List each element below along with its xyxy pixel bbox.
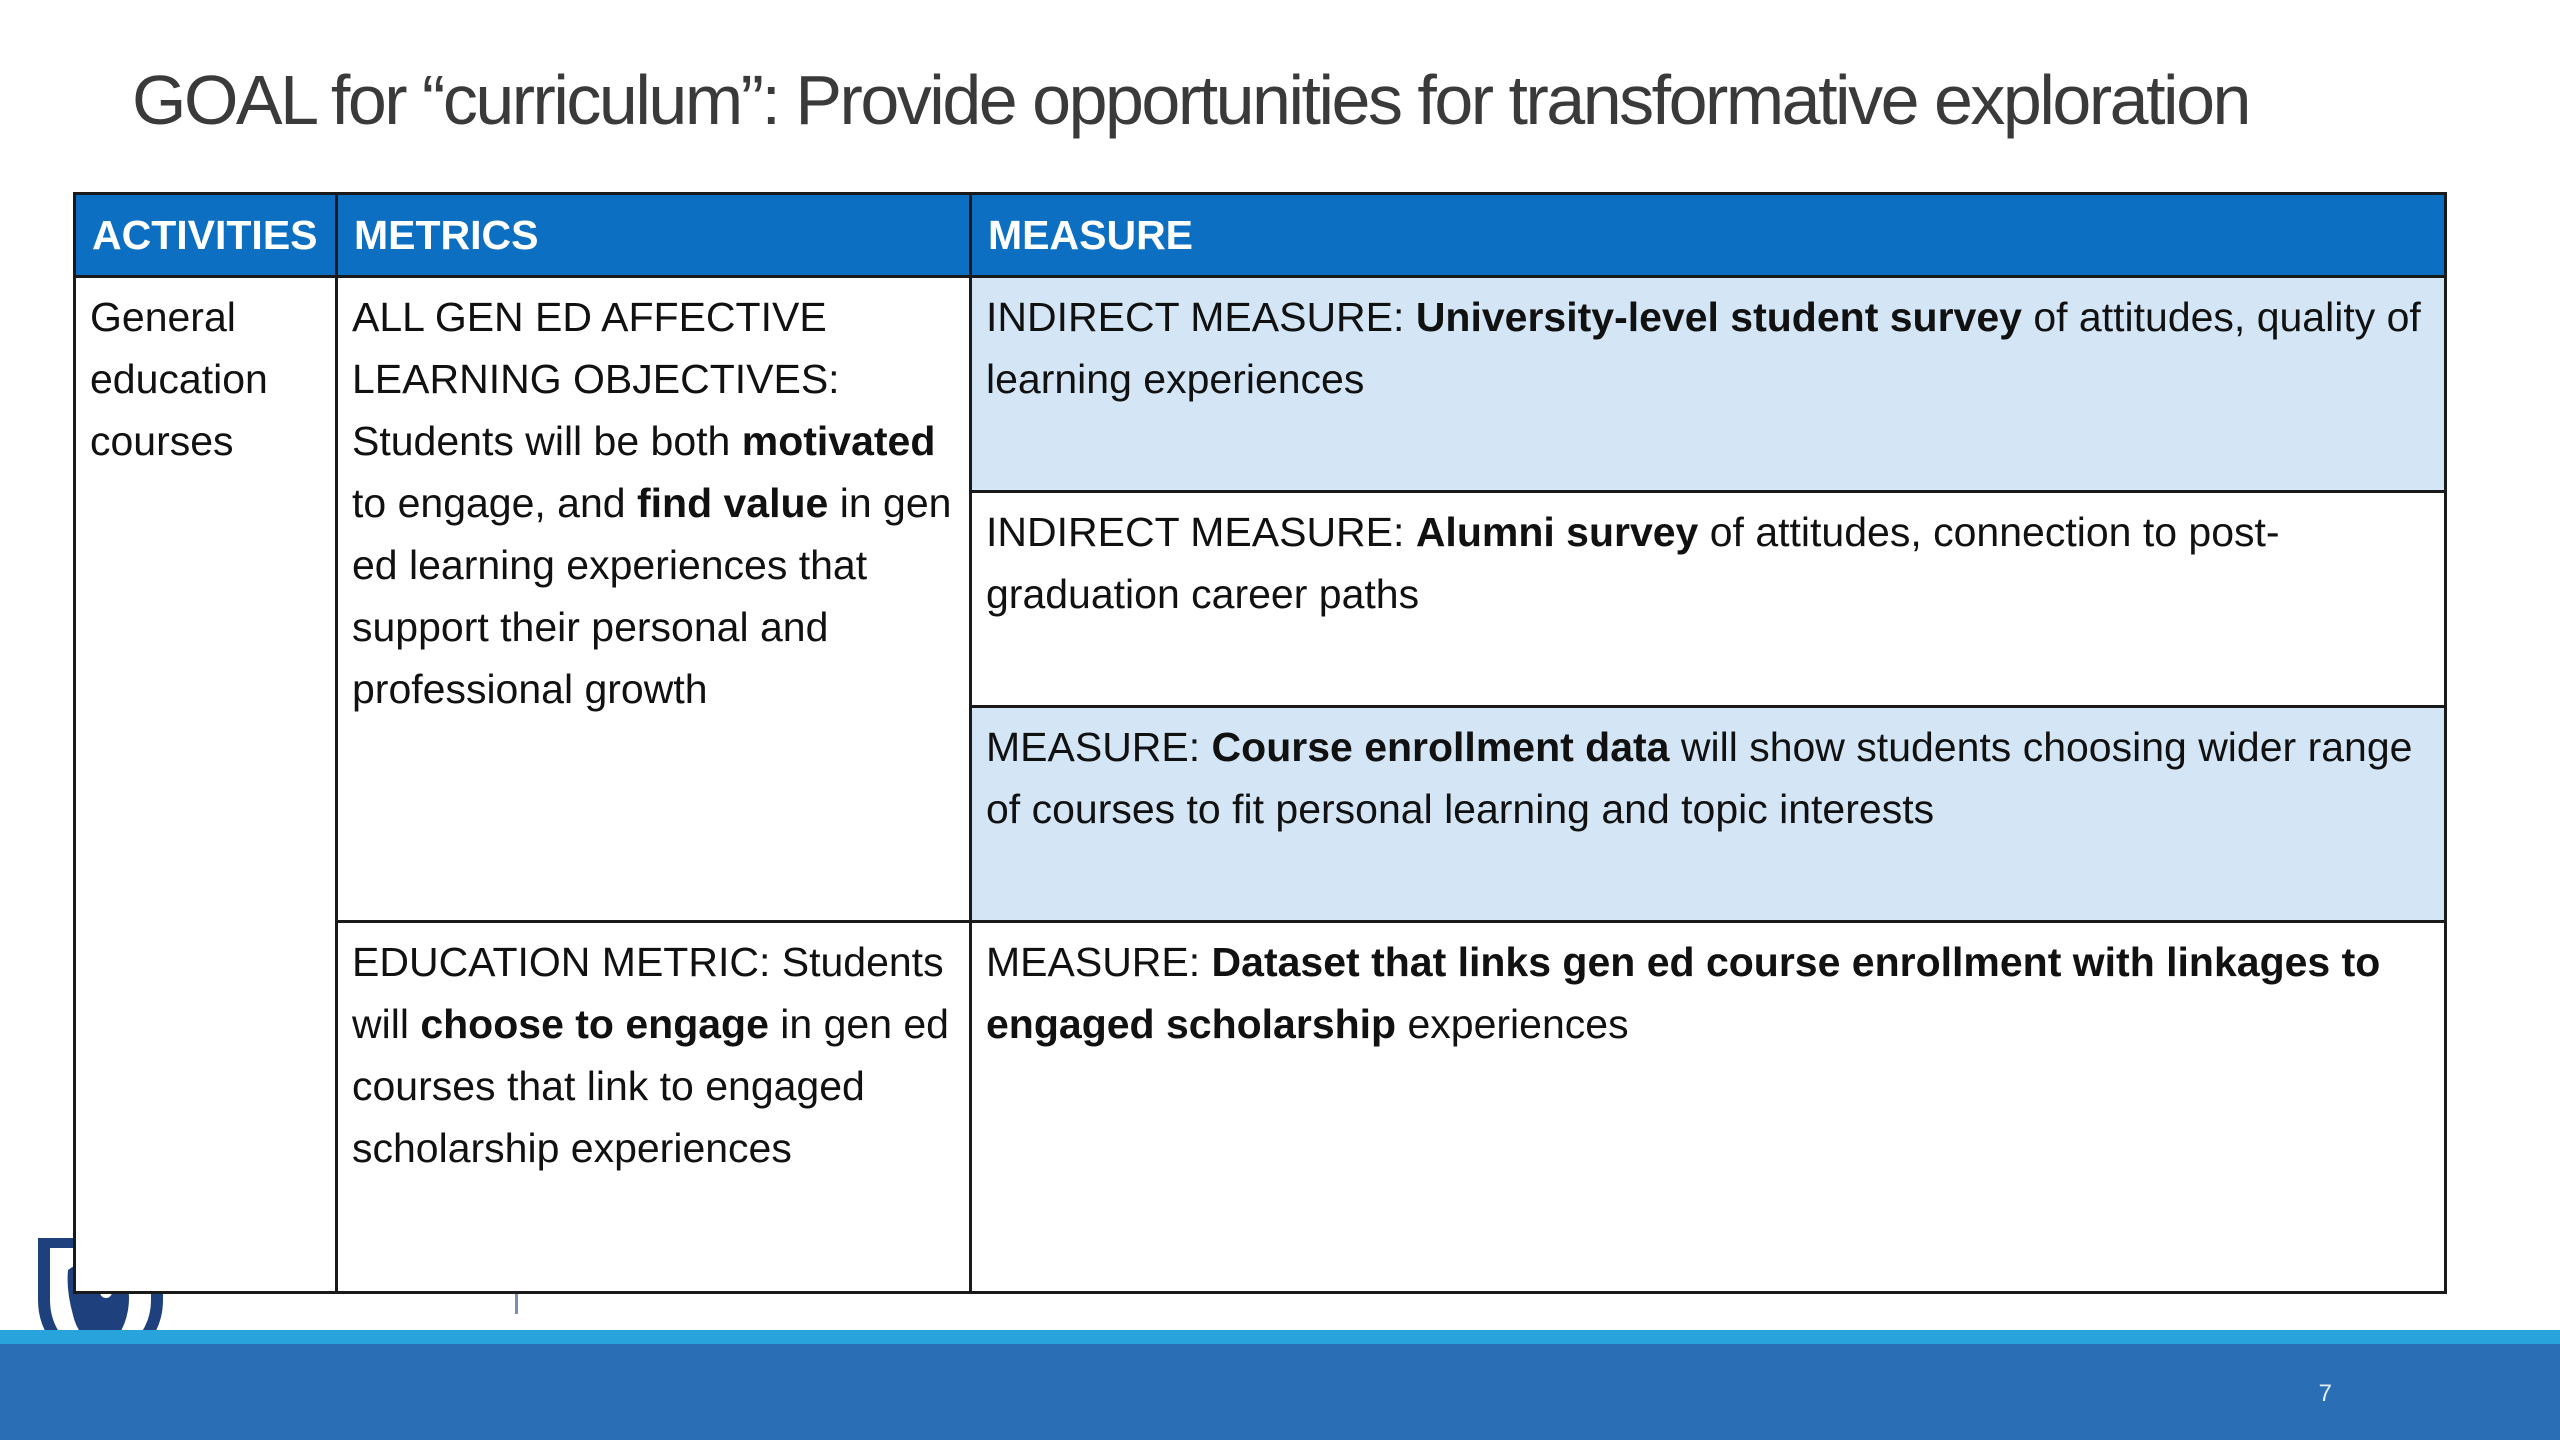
metric-affective-cell xyxy=(337,277,971,922)
metric-text: to engage, and xyxy=(352,480,637,526)
activity-cell xyxy=(75,277,337,1293)
measure-rest: will show students choosing wider range of courses to fit personal learning and topic interests xyxy=(986,724,2413,832)
header-activities: ACTIVITIES xyxy=(75,194,337,277)
header-metrics: METRICS xyxy=(337,194,971,277)
metric-bold: choose to engage xyxy=(420,1001,769,1047)
metric-bold: motivated xyxy=(741,418,936,464)
measure-rest: experiences xyxy=(1396,1001,1629,1047)
page-number: 7 xyxy=(2318,1380,2332,1407)
activity-line: education xyxy=(90,356,268,402)
measure-prefix: INDIRECT MEASURE: xyxy=(986,509,1416,555)
metric-text: in gen ed courses that link to engaged scholarship experiences xyxy=(352,1001,949,1171)
measure-rest: of attitudes, quality of learning experiences xyxy=(986,294,2421,402)
footer-rule xyxy=(0,1330,2560,1344)
table-header-row xyxy=(75,194,2446,277)
metric-education-cell xyxy=(337,922,971,1293)
table-row xyxy=(75,277,2446,492)
measure-cell-dataset xyxy=(971,922,2446,1293)
footer-band xyxy=(0,1344,2560,1440)
metric-text: in gen ed learning experiences that support their personal and professional growth xyxy=(352,480,952,712)
measure-bold: Course enrollment data xyxy=(1211,724,1670,770)
activity-line: courses xyxy=(90,418,234,464)
measure-prefix: MEASURE: xyxy=(986,939,1212,985)
metric-bold: find value xyxy=(636,480,829,526)
measure-cell-enrollment-data xyxy=(971,707,2446,922)
measure-bold: Alumni survey xyxy=(1415,509,1699,555)
table-row xyxy=(75,922,2446,1293)
metric-text: EDUCATION METRIC: Students will xyxy=(352,939,944,1047)
goal-table xyxy=(73,192,2447,1294)
metric-text: ALL GEN ED AFFECTIVE LEARNING OBJECTIVES: Students will be both xyxy=(352,294,840,464)
measure-prefix: INDIRECT MEASURE: xyxy=(986,294,1416,340)
measure-cell-student-survey xyxy=(971,277,2446,492)
slide-title: GOAL for “curriculum”: Provide opportunities for transformative exploration xyxy=(132,61,2249,139)
measure-prefix: MEASURE: xyxy=(986,724,1212,770)
header-measure: MEASURE xyxy=(971,194,2446,277)
measure-rest: of attitudes, connection to post-graduation career paths xyxy=(986,509,2280,617)
measure-bold: Dataset that links gen ed course enrollment with linkages to engaged scholarship xyxy=(986,939,2381,1047)
measure-cell-alumni-survey xyxy=(971,492,2446,707)
activity-line: General xyxy=(90,294,236,340)
measure-bold: University-level student survey xyxy=(1415,294,2022,340)
